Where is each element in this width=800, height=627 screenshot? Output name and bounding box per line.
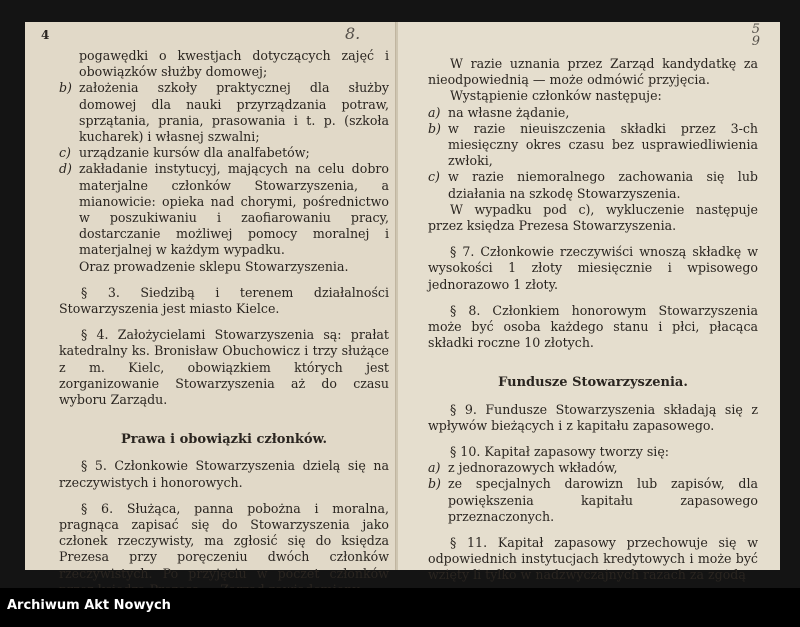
list-item	[59, 161, 389, 258]
list-marker: b)	[59, 80, 72, 96]
list-item	[428, 105, 758, 121]
pencil-annotation	[752, 24, 760, 48]
list-item-text: urządzanie kursów dla analfabetów;	[79, 145, 310, 161]
list-item	[59, 145, 389, 161]
list-marker: d)	[59, 161, 72, 177]
paragraph: § 5. Członkowie Stowarzyszenia dzielą się na rzeczywistych i honorowych.	[59, 458, 389, 490]
list-item	[428, 121, 758, 170]
list-item-text: ze specjalnych darowizn lub zapisów, dla powiększenia kapitału zapasowego przeznaczonych.	[448, 476, 758, 524]
list-item-text: na własne żądanie,	[448, 104, 570, 120]
list-marker: a)	[428, 460, 441, 476]
paragraph: § 3. Siedzibą i terenem działalności Stowarzyszenia jest miasto Kielce.	[59, 284, 389, 317]
list-item-text: w razie nieuiszczenia składki przez 3-ch miesięczny okres czasu bez usprawiedliwienia zwłoki,	[448, 120, 758, 169]
paragraph: § 8. Członkiem honorowym Stowarzyszenia może być osoba każdego stanu i płci, płacąca składki roczne 10 złotych.	[428, 302, 758, 351]
archive-footer	[0, 588, 800, 627]
list-marker: c)	[59, 145, 71, 161]
pencil-annotation: 8.	[345, 24, 361, 43]
paragraph: § 4. Założycielami Stowarzyszenia są: prałat katedralny ks. Bronisław Obuchowicz i trzy służące z m. Kielc, obowiązkiem których jest zorganizowanie Stowarzyszenia aż do czasu wyboru Zarządu.	[59, 327, 389, 408]
pencil-annotation-bottom: 9	[751, 34, 760, 49]
paragraph-continuation: pogawędki o kwestjach dotyczących zajęć i obowiązków służby domowej;	[79, 48, 389, 80]
right-page	[398, 22, 780, 583]
list-marker: c)	[428, 169, 440, 185]
paragraph: Wystąpienie członków następuje:	[450, 88, 662, 104]
paragraph: § 6. Służąca, panna pobożna i moralna, pragnąca zapisać się do Stowarzyszenia jako członek rzeczywisty, ma zgłosić się do księdza Prezesa przy poręczeniu dwóch członków rzeczywistych. Po przyjęciu w poczet członków	[59, 500, 389, 581]
paragraph: § 7. Członkowie rzeczywiści wnoszą składkę w wysokości 1 złoty miesięcznie i wpisowego jednorazowo 1 złoty.	[428, 244, 758, 292]
list-item-text: w razie niemoralnego zachowania się lub działania na szkodę Stowarzyszenia.	[448, 169, 758, 201]
list-item	[59, 80, 389, 145]
paragraph: § 9. Fundusze Stowarzyszenia składają się z wpływów bieżących i z kapitału zapasowego.	[428, 401, 758, 433]
list-item-text: z jednorazowych wkładów,	[448, 460, 618, 476]
archive-name: Archiwum Akt Nowych	[7, 598, 171, 613]
left-page-text	[59, 48, 389, 598]
right-page-text	[428, 56, 758, 584]
paragraph: § 10. Kapitał zapasowy tworzy się:	[450, 444, 670, 460]
pencil-annotation-top: 5	[751, 22, 760, 37]
section-heading: Prawa i obowiązki członków.	[120, 432, 327, 448]
paragraph: § 11. Kapitał zapasowy przechowuje się w odpowiednich instytucjach kredytowych i może być wzięty li tylko w nadzwyczajnych razach za zgodą	[428, 535, 758, 583]
left-page	[25, 22, 396, 581]
list-marker: b)	[428, 476, 441, 492]
paragraph: W wypadku pod c), wykluczenie następuje przez księdza Prezesa Stowarzyszenia.	[428, 201, 758, 234]
list-item	[428, 169, 758, 201]
paragraph-continuation: Oraz prowadzenie sklepu Stowarzyszenia.	[79, 258, 349, 274]
list-item-text: zakładanie instytucyj, mających na celu dobro materjalne członków Stowarzyszenia, a mianowicie: opieka nad chorymi, pośrednictwo w poszukiwaniu i zaofiarowaniu pracy, dostarczanie możliwej pomocy moralnej i materjalnej w każdym wypadku.	[79, 161, 389, 258]
list-item-text: założenia szkoły praktycznej dla służby domowej dla nauki przyrządzania potraw, sprzątania, prania, prasowania i t. p. (szkoła kucharek) i własnej szwalni;	[79, 80, 389, 145]
list-item	[428, 460, 758, 476]
page-number: 4	[41, 28, 50, 42]
list-marker: a)	[428, 104, 441, 120]
list-item	[428, 476, 758, 525]
section-heading: Fundusze Stowarzyszenia.	[498, 375, 688, 391]
paragraph: W razie uznania przez Zarząd kandydatkę za nieodpowiednią — może odmówić przyjęcia.	[428, 56, 758, 88]
list-marker: b)	[428, 120, 441, 136]
